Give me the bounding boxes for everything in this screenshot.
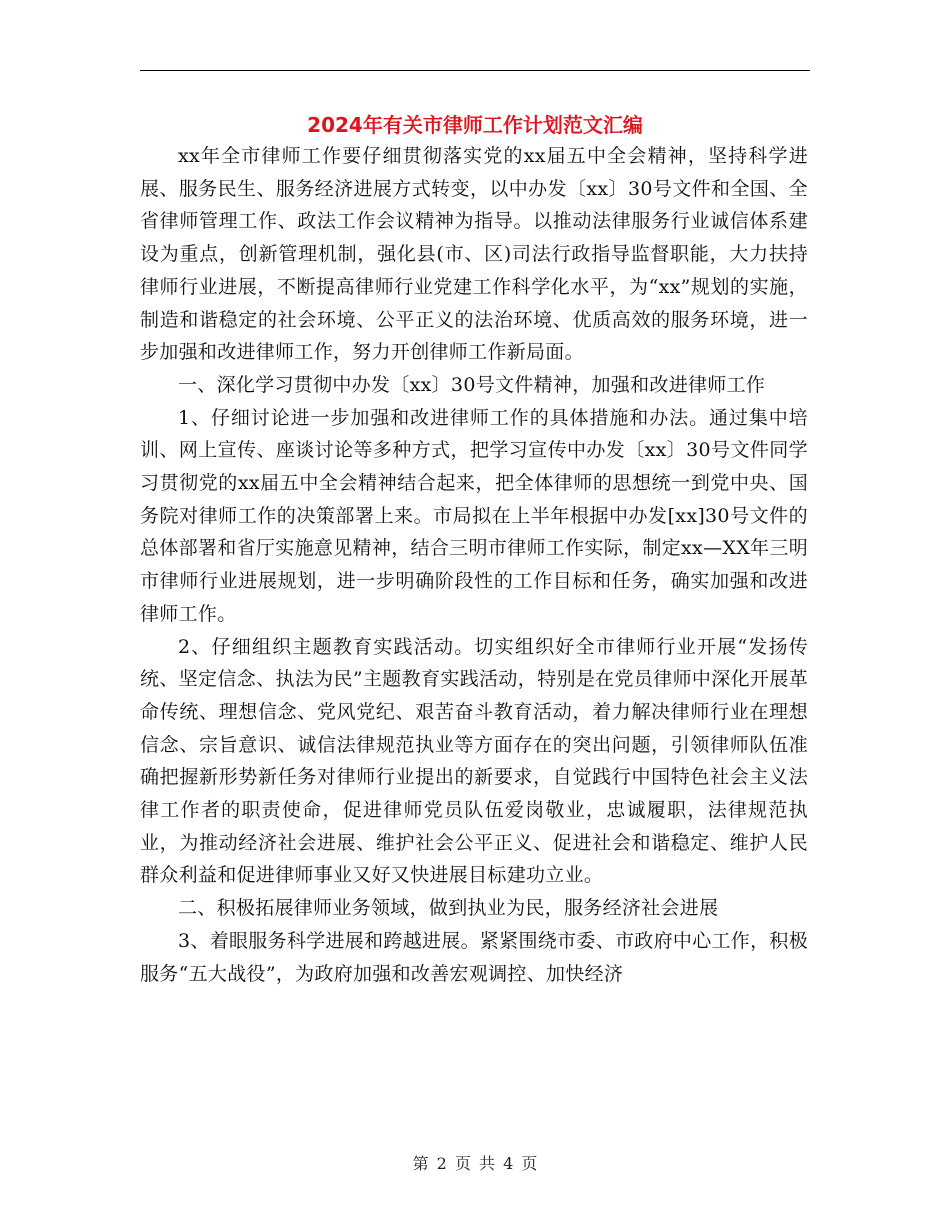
body-paragraph: 1、仔细讨论进一步加强和改进律师工作的具体措施和办法。通过集中培训、网上宣传、座谈讨论等多种方式，把学习宣传中办发〔xx〕30号文件同学习贯彻党的xx届五中全会精神结合起来，把全体律师的思想统一到党中央、国务院对律师工作的决策部署上来。市局拟在上半年根据中办发[xx]30号文件的总体部署和省厅实施意见精神，结合三明市律师工作实际，制定xx—XX年三明市律师行业进展规划，进一步明确阶段性的工作目标和任务，确实加强和改进律师工作。 xyxy=(140,406,808,625)
body-paragraph: 2、仔细组织主题教育实践活动。切实组织好全市律师行业开展“发扬传统、坚定信念、执法为民”主题教育实践活动，特别是在党员律师中深化开展革命传统、理想信念、党风党纪、艰苦奋斗教育活动，着力解决律师行业在理想信念、宗旨意识、诚信法律规范执业等方面存在的突出问题，引领律师队伍准确把握新形势新任务对律师行业提出的新要求，自觉践行中国特色社会主义法律工作者的职责使命，促进律师党员队伍爱岗敬业，忠诚履职，法律规范执业，为推动经济社会进展、维护社会公平正义、促进社会和谐稳定、维护人民群众利益和促进律师事业又好又快进展目标建功立业。 xyxy=(140,635,808,887)
section-heading: 二、积极拓展律师业务领域，做到执业为民，服务经济社会进展 xyxy=(178,897,719,920)
header-rule xyxy=(140,70,810,71)
document-title: 2024年有关市律师工作计划范文汇编 xyxy=(307,113,643,137)
body-paragraph: xx年全市律师工作要仔细贯彻落实党的xx届五中全会精神，坚持科学进展、服务民生、服务经济进展方式转变，以中办发〔xx〕30号文件和全国、全省律师管理工作、政法工作会议精神为指导。以推动法律服务行业诚信体系建设为重点，创新管理机制，强化县(市、区)司法行政指导监督职能，大力扶持律师行业进展，不断提高律师行业党建工作科学化水平，为“xx”规划的实施，制造和谐稳定的社会环境、公平正义的法治环境、优质高效的服务环境，进一步加强和改进律师工作，努力开创律师工作新局面。 xyxy=(140,145,808,364)
body-paragraph: 3、着眼服务科学进展和跨越进展。紧紧围绕市委、市政府中心工作，积极服务“五大战役”，为政府加强和改善宏观调控、加快经济 xyxy=(140,929,808,985)
document-body xyxy=(140,140,808,990)
page-number: 第 2 页 共 4 页 xyxy=(412,1154,538,1173)
section-heading: 一、深化学习贯彻中办发〔xx〕30号文件精神，加强和改进律师工作 xyxy=(178,373,766,396)
